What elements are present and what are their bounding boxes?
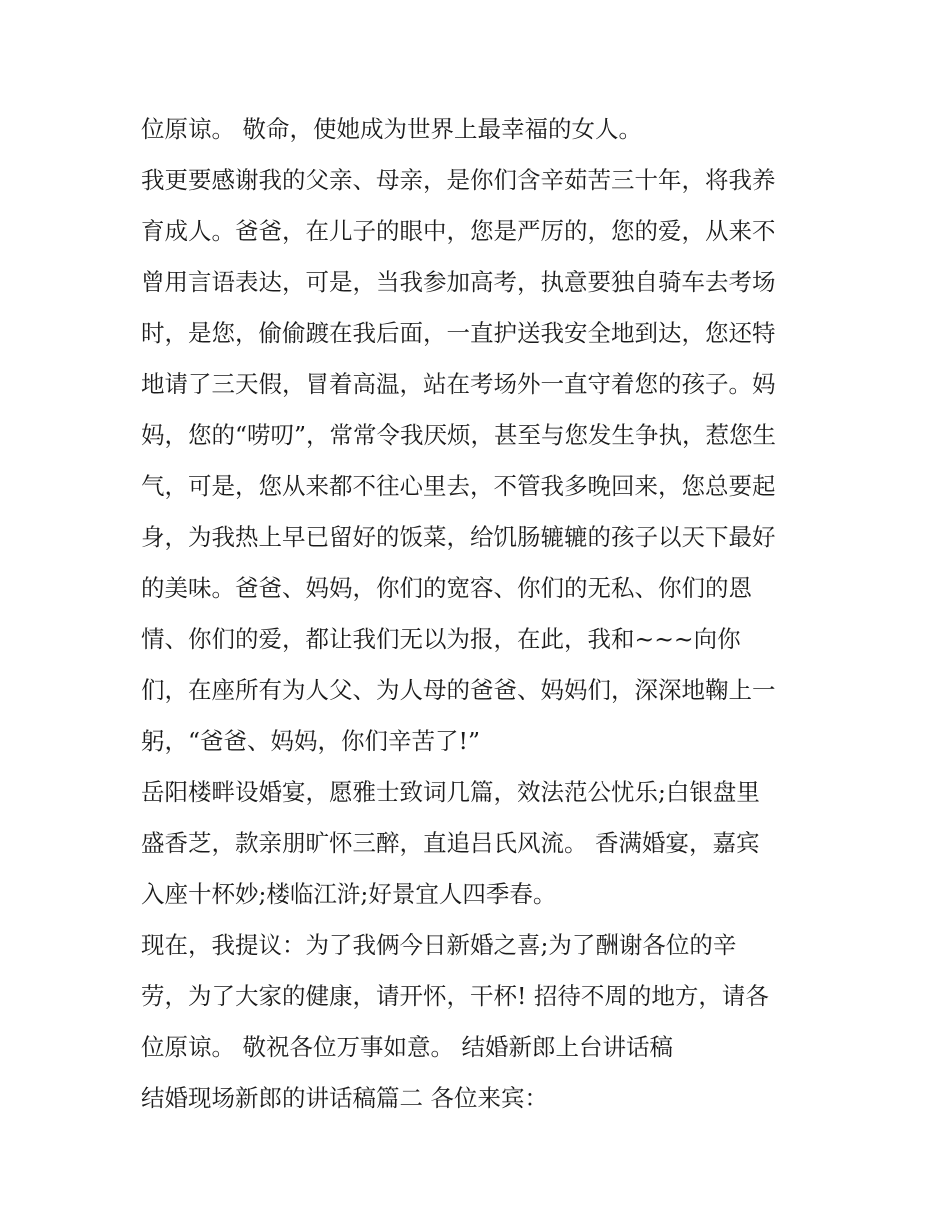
text-line: 躬，“爸爸、妈妈，你们辛苦了!” bbox=[141, 727, 480, 755]
text-line: 结婚现场新郎的讲话稿篇二 各位来宾： bbox=[141, 1084, 548, 1112]
text-line: 岳阳楼畔设婚宴，愿雅士致词几篇，效法范公忧乐;白银盘里 bbox=[141, 778, 760, 806]
text-line: 气，可是，您从来都不往心里去，不管我多晚回来，您总要起 bbox=[141, 472, 776, 500]
text-line: 妈，您的“唠叨”，常常令我厌烦，甚至与您发生争执，惹您生 bbox=[141, 421, 777, 449]
text-line: 身，为我热上早已留好的饭菜，给饥肠辘辘的孩子以天下最好 bbox=[141, 523, 776, 551]
text-line: 时，是您，偷偷踱在我后面，一直护送我安全地到达，您还特 bbox=[141, 319, 776, 347]
text-line: 地请了三天假，冒着高温，站在考场外一直守着您的孩子。妈 bbox=[141, 370, 776, 398]
text-line: 入座十杯妙;楼临江浒;好景宜人四季春。 bbox=[141, 880, 557, 908]
text-line: 情、你们的爱，都让我们无以为报，在此，我和~~~向你 bbox=[141, 625, 741, 653]
text-line: 现在，我提议：为了我俩今日新婚之喜;为了酬谢各位的辛 bbox=[141, 931, 737, 959]
text-line: 位原谅。 敬祝各位万事如意。 结婚新郎上台讲话稿 bbox=[141, 1033, 673, 1061]
text-line: 我更要感谢我的父亲、母亲，是你们含辛茹苦三十年，将我养 bbox=[141, 166, 776, 194]
text-line: 们，在座所有为人父、为人母的爸爸、妈妈们，深深地鞠上一 bbox=[141, 676, 776, 704]
text-line: 的美味。爸爸、妈妈，你们的宽容、你们的无私、你们的恩 bbox=[141, 574, 752, 602]
text-line: 曾用言语表达，可是，当我参加高考，执意要独自骑车去考场 bbox=[141, 268, 776, 296]
text-line: 育成人。爸爸，在儿子的眼中，您是严厉的，您的爱，从来不 bbox=[141, 217, 776, 245]
text-line: 位原谅。 敬命，使她成为世界上最幸福的女人。 bbox=[141, 115, 642, 143]
text-line: 盛香芝，款亲朋旷怀三醉，直追吕氏风流。 香满婚宴，嘉宾 bbox=[141, 829, 760, 857]
text-line: 劳，为了大家的健康，请开怀，干杯! 招待不周的地方，请各 bbox=[141, 982, 769, 1010]
